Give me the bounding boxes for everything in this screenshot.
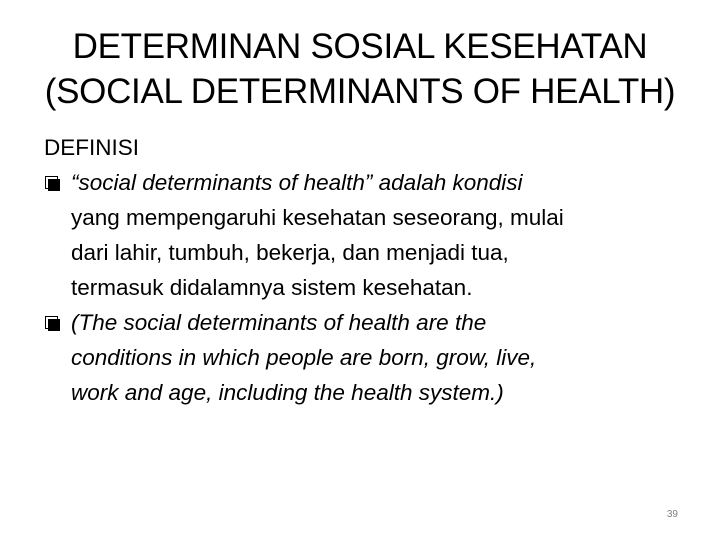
- title-line-1: DETERMINAN SOSIAL KESEHATAN: [72, 27, 648, 66]
- bullet-2-line-1: (The social determinants of health are the: [71, 310, 487, 335]
- bullet-1-line-1: “social determinants of health” adalah kondisi: [71, 170, 523, 195]
- slide-body: [44, 130, 694, 410]
- section-heading: DEFINISI: [44, 135, 140, 160]
- bullet-1-line-4: termasuk didalamnya sistem kesehatan.: [71, 275, 473, 300]
- bullet-2-line-2: conditions in which people are born, grow, live,: [71, 345, 537, 370]
- bullet-item-2: [44, 305, 694, 410]
- page-number: 39: [666, 509, 678, 520]
- title-line-2: (SOCIAL DETERMINANTS OF HEALTH): [44, 72, 676, 111]
- square-bullet-icon: [45, 316, 60, 331]
- bullet-1-line-3: dari lahir, tumbuh, bekerja, dan menjadi tua,: [71, 240, 509, 265]
- bullet-item-1: [44, 165, 694, 305]
- slide-title: [20, 24, 700, 114]
- bullet-1-line-2: yang mempengaruhi kesehatan seseorang, mulai: [71, 205, 564, 230]
- bullet-2-line-3: work and age, including the health system.): [71, 380, 504, 405]
- square-bullet-icon: [45, 176, 60, 191]
